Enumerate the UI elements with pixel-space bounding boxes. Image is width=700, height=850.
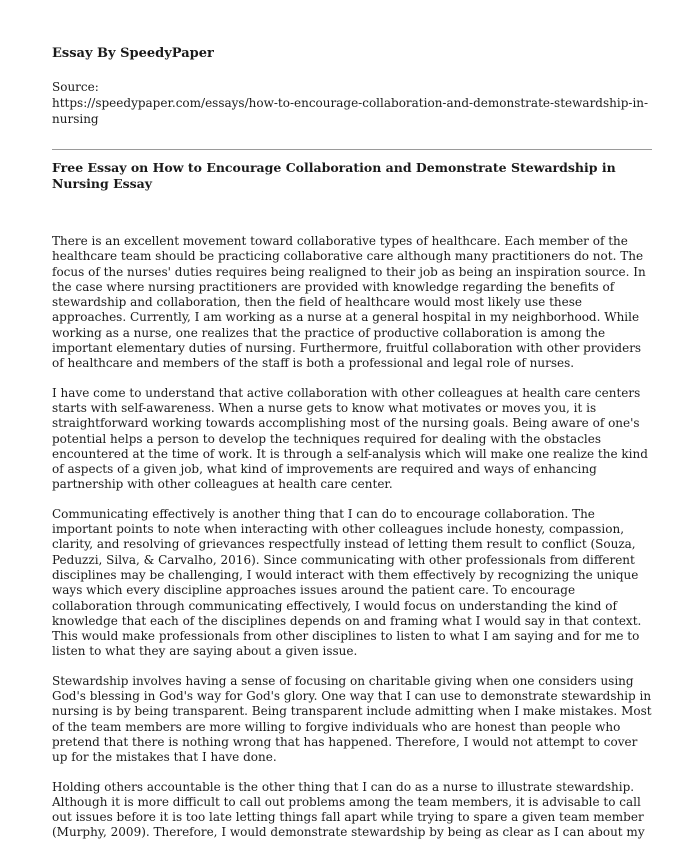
brand-heading: Essay By SpeedyPaper (52, 46, 214, 61)
paragraph-4: Stewardship involves having a sense of focusing on charitable giving when one considers using God's blessing in God's way for God's glory. One way that I can use to demonstrate stewardship in nursing is by being transparent. Being transparent include admitting when I make mistakes. Most of the team members are more willing to forgive individuals who are honest than people who pretend that there is nothing wrong that has happened. Therefore, I would not attempt to cover up for the mistakes that I have done. (52, 673, 652, 765)
source-label: Source: (52, 80, 99, 94)
divider (52, 149, 652, 150)
paragraph-5: Holding others accountable is the other thing that I can do as a nurse to illustrate stewardship. Although it is more difficult to call out problems among the team members, it is advisable to call out issues before it is too late letting things fall apart while trying to spare a given team member (Murphy, 2009). Therefore, I would demonstrate stewardship by being as clear as I can about my (52, 779, 645, 840)
paragraph-1: There is an excellent movement toward collaborative types of healthcare. Each member of the healthcare team should be practicing collaborative care although many practitioners do not. The focus of the nurses' duties requires being realigned to their job as being an inspiration source. In the case where nursing practitioners are provided with knowledge regarding the benefits of stewardship and collaboration, then the field of healthcare would most likely use these approaches. Currently, I am working as a nurse at a general hospital in my neighborhood. While working as a nurse, one realizes that the practice of productive collaboration is among the important elementary duties of nursing. Furthermore, fruitful collaboration with other providers of healthcare and members of the staff is both a professional and legal role of nurses. (52, 234, 646, 371)
paragraph-3: Communicating effectively is another thing that I can do to encourage collaboration. The important points to note when interacting with other colleagues include honesty, compassion, clarity, and resolving of grievances respectfully instead of letting them result to conflict (Souza, Peduzzi, Silva, & Carvalho, 2016). Since communicating with other professionals from different disciplines may be challenging, I would interact with them effectively by recognizing the unique ways which every discipline approaches issues around the patient care. To encourage collaboration through communicating effectively, I would focus on understanding the kind of knowledge that each of the disciplines depends on and framing what I would say in that context. This would make professionals from other disciplines to listen to what I am saying and for me to listen to what they are saying about a given issue. (52, 506, 642, 659)
paragraph-2: I have come to understand that active collaboration with other colleagues at health care centers starts with self-awareness. When a nurse gets to know what motivates or moves you, it is straightforward working towards accomplishing most of the nursing goals. Being aware of one's potential helps a person to develop the techniques required for dealing with the obstacles encountered at the time of work. It is through a self-analysis which will make one realize the kind of aspects of a given job, what kind of improvements are required and ways of enhancing partnership with other colleagues at health care center. (52, 385, 648, 492)
essay-title: Free Essay on How to Encourage Collaboration and Demonstrate Stewardship in Nursing Essay (52, 160, 616, 191)
source-url[interactable]: https://speedypaper.com/essays/how-to-encourage-collaboration-and-demonstrate-stewardship-in-nursing (52, 96, 649, 126)
